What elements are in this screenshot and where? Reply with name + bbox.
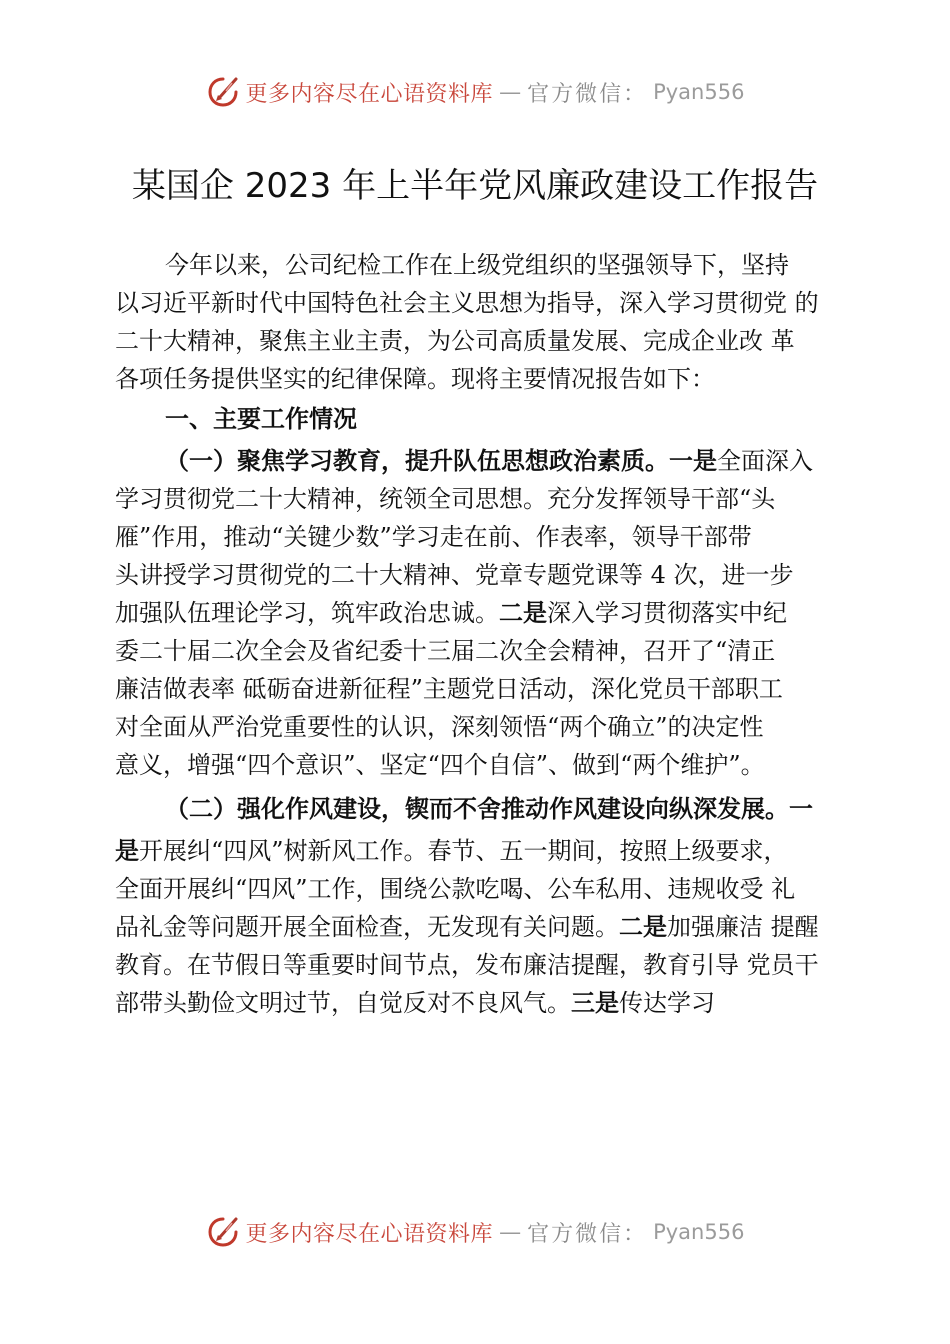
sub1-line-7: 廉洁做表率 砥砺奋进新征程”主题党日活动，深化党员干部职工	[115, 675, 783, 703]
sub2-heading: （二）强化作风建设，锲而不舍推动作风建设向纵深发展。一	[165, 795, 813, 823]
document-body	[115, 246, 850, 1022]
watermark-wechat-label: 官方微信：	[527, 81, 648, 107]
intro-line-2: 以习近平新时代中国特色社会主义思想为指导，深入学习贯彻党 的	[115, 289, 819, 317]
sub2-marker-2: 二是	[619, 913, 667, 941]
sub1-line-4: 头讲授学习贯彻党的二十大精神、党章专题党课等 4 次，进一步	[115, 561, 794, 589]
sub1-line-5-rest: 深入学习贯彻落实中纪	[547, 599, 787, 627]
section-heading-main-work: 一、主要工作情况	[165, 405, 357, 433]
watermark-wechat-id: Pyan556	[653, 80, 745, 104]
sub1-line-9: 意义，增强“四个意识”、坚定“四个自信”、做到“两个维护”。	[115, 751, 765, 779]
intro-line-4: 各项任务提供坚实的纪律保障。现将主要情况报告如下：	[115, 365, 715, 393]
sub2-line-4: 教育。在节假日等重要时间节点，发布廉洁提醒，教育引导 党员干	[115, 951, 819, 979]
watermark-wechat-label: 官方微信：	[527, 1221, 648, 1247]
sub2-line-1	[115, 832, 850, 870]
sub1-line-1	[115, 442, 850, 480]
sub2-marker-3: 三是	[571, 989, 619, 1017]
sub2-line-3-pre: 品礼金等问题开展全面检查，无发现有关问题。	[115, 913, 619, 941]
watermark-dash: —	[499, 1219, 522, 1245]
watermark-site-name: 更多内容尽在心语资料库	[245, 1221, 494, 1247]
sub1-line-1-rest: 全面深入	[717, 447, 813, 475]
sub1-line-3: 雁”作用，推动“关键少数”学习走在前、作表率，领导干部带	[115, 523, 752, 551]
sub1-line-5	[115, 594, 850, 632]
sub1-line-2: 学习贯彻党二十大精神，统领全司思想。充分发挥领导干部“头	[115, 485, 776, 513]
sub2-marker-1: 是	[115, 837, 139, 865]
sub2-line-1-rest: 开展纠“四风”树新风工作。春节、五一期间，按照上级要求，	[139, 837, 788, 865]
quill-logo-icon	[206, 1215, 240, 1249]
sub2-line-5-pre: 部带头勤俭文明过节，自觉反对不良风气。	[115, 989, 571, 1017]
sub1-heading: （一）聚焦学习教育，提升队伍思想政治素质。	[165, 447, 669, 475]
watermark-header	[0, 72, 950, 112]
watermark-site-name: 更多内容尽在心语资料库	[245, 81, 494, 107]
sub1-line-6: 委二十届二次全会及省纪委十三届二次全会精神，召开了“清正	[115, 637, 776, 665]
sub2-line-5	[115, 984, 850, 1022]
quill-logo-icon	[206, 75, 240, 109]
intro-line-3: 二十大精神，聚焦主业主责，为公司高质量发展、完成企业改 革	[115, 327, 795, 355]
intro-line-1: 今年以来，公司纪检工作在上级党组织的坚强领导下，坚持	[165, 251, 789, 279]
watermark-footer	[0, 1212, 950, 1252]
sub1-line-5-pre: 加强队伍理论学习，筑牢政治忠诚。	[115, 599, 499, 627]
watermark-dash: —	[499, 79, 522, 105]
sub2-line-5-rest: 传达学习	[619, 989, 715, 1017]
sub1-marker-1: 一是	[669, 447, 717, 475]
watermark-wechat-id: Pyan556	[653, 1220, 745, 1244]
document-title: 某国企 2023 年上半年党风廉政建设工作报告	[131, 166, 819, 206]
sub1-marker-2: 二是	[499, 599, 547, 627]
sub2-line-3-rest: 加强廉洁 提醒	[667, 913, 819, 941]
sub1-line-8: 对全面从严治党重要性的认识，深刻领悟“两个确立”的决定性	[115, 713, 764, 741]
sub2-line-3	[115, 908, 850, 946]
sub2-line-2: 全面开展纠“四风”工作，围绕公款吃喝、公车私用、违规收受 礼	[115, 875, 796, 903]
